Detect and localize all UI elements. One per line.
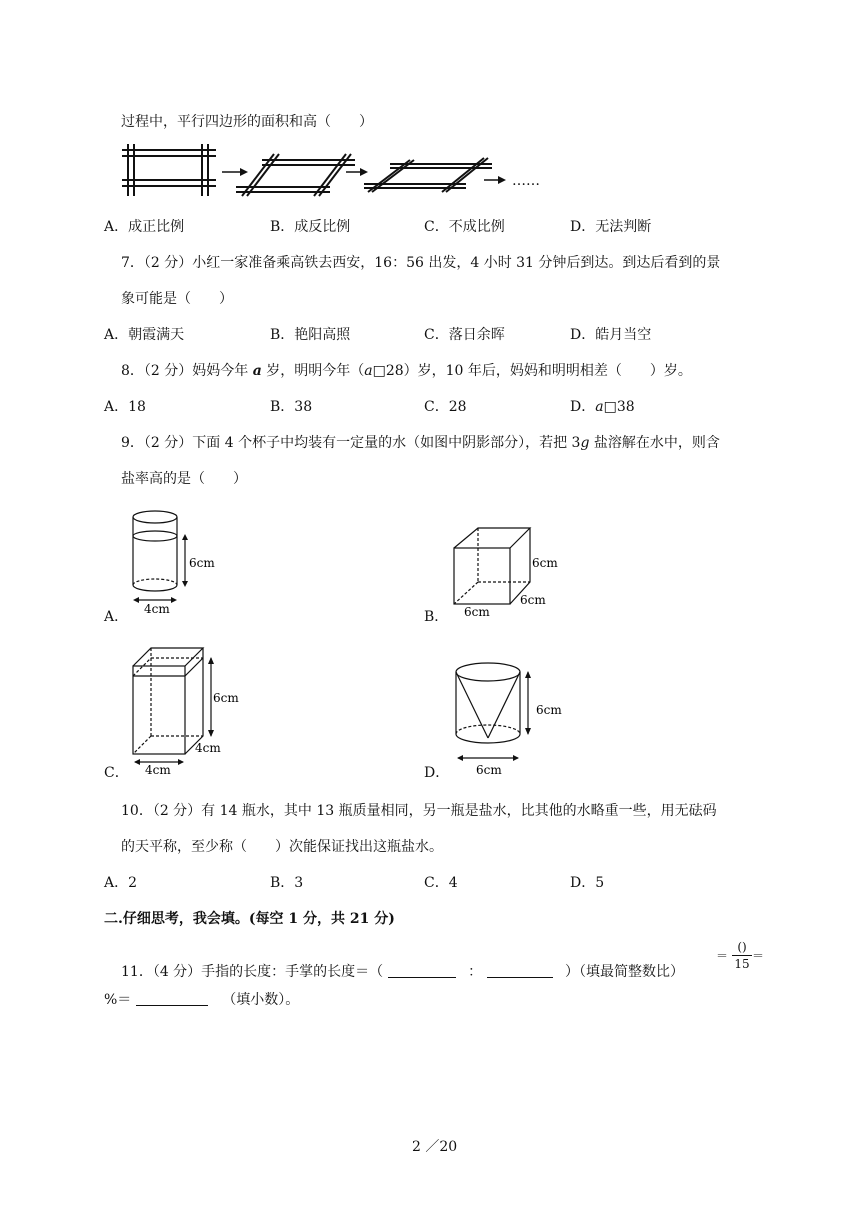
q9-line1 xyxy=(121,434,720,452)
parallelogram-frames-figure xyxy=(120,140,680,200)
q11-line2-a: %＝ xyxy=(104,992,132,1008)
fig-a-width-label: 4cm xyxy=(144,602,170,616)
q10-option-b[interactable]: B．3 xyxy=(270,875,304,891)
q6-option-a[interactable]: A．成正比例 xyxy=(104,219,185,235)
q8-var-a2: a xyxy=(364,363,373,379)
q10-option-c[interactable]: C．4 xyxy=(424,875,458,891)
q11-fraction-eq-right: ＝ xyxy=(752,949,765,963)
q11-fraction-eq-left: ＝ xyxy=(716,949,729,963)
q6-stem: 过程中，平行四边形的面积和高（ ） xyxy=(121,114,373,130)
q9-option-a-label[interactable]: A． xyxy=(104,609,129,625)
q9-option-d-label[interactable]: D． xyxy=(424,765,450,781)
fig-b-depth-label: 6cm xyxy=(520,593,546,607)
fig-c-height-label: 6cm xyxy=(213,691,239,705)
q11-blank-2[interactable] xyxy=(487,963,553,978)
q11-fraction-denominator: 15 xyxy=(734,957,750,971)
q6-option-d[interactable]: D．无法判断 xyxy=(570,219,652,235)
q11-fraction xyxy=(732,940,752,971)
fig-c-depth-label: 4cm xyxy=(195,741,221,755)
q10-option-d[interactable]: D．5 xyxy=(570,875,605,891)
q10-line1: 10．（2 分）有 14 瓶水，其中 13 瓶质量相同，另一瓶是盐水，比其他的水略重一些，用无砝码 xyxy=(121,803,717,819)
q7-line1: 7．（2 分）小红一家准备乘高铁去西安，16：56 出发，4 小时 31 分钟后到达。到达后看到的景 xyxy=(121,255,721,271)
q7-option-b[interactable]: B．艳阳高照 xyxy=(270,327,351,343)
q8-option-c[interactable]: C．28 xyxy=(424,399,467,415)
q9-option-b-label[interactable]: B． xyxy=(424,609,449,625)
cylinder-cone-d-figure xyxy=(450,658,590,778)
q8-mid2: □28）岁，10 年后，妈妈和明明相差（ ）岁。 xyxy=(372,363,692,379)
q11-blank-1[interactable] xyxy=(388,963,456,978)
q11-line2-b: （填小数）。 xyxy=(222,992,300,1008)
q6-ellipsis: …… xyxy=(512,173,540,189)
q9-line2: 盐率高的是（ ） xyxy=(121,471,247,487)
fig-b-width-label: 6cm xyxy=(464,605,490,619)
q7-option-a[interactable]: A．朝霞满天 xyxy=(104,327,185,343)
q11-part1: 11．（4 分）手指的长度：手掌的长度＝（ xyxy=(121,964,384,980)
q8-option-d[interactable] xyxy=(570,398,635,416)
q8-stem xyxy=(121,362,692,380)
q7-option-c[interactable]: C．落日余晖 xyxy=(424,327,505,343)
fig-d-width-label: 6cm xyxy=(476,763,502,777)
q11-part2: ）（填最简整数比） xyxy=(564,964,684,980)
q11-fraction-numerator[interactable]: () xyxy=(737,940,747,954)
q11-line1 xyxy=(121,963,684,981)
q8-prefix: 8．（2 分）妈妈今年 xyxy=(121,363,253,379)
cube-b-figure xyxy=(450,520,590,620)
q11-colon: ： xyxy=(468,964,483,980)
q9-line1-b: 盐溶解在水中，则含 xyxy=(589,435,720,451)
q9-option-c-label[interactable]: C． xyxy=(104,765,129,781)
q7-option-d[interactable]: D．皓月当空 xyxy=(570,327,652,343)
q8-option-a[interactable]: A．18 xyxy=(104,399,146,415)
fig-d-height-label: 6cm xyxy=(536,703,562,717)
q8-option-d-prefix: D． xyxy=(570,399,596,415)
q9-unit-g: g xyxy=(580,435,590,451)
q8-mid: 岁，明明今年（ xyxy=(261,363,365,379)
section-2-heading: 二.仔细思考，我会填。(每空 1 分，共 21 分) xyxy=(104,911,395,927)
q7-line2: 象可能是（ ） xyxy=(121,291,233,307)
fig-a-height-label: 6cm xyxy=(189,556,215,570)
q11-blank-3[interactable] xyxy=(136,991,208,1006)
q10-line2: 的天平称，至少称（ ）次能保证找出这瓶盐水。 xyxy=(121,839,443,855)
q11-line2 xyxy=(104,991,299,1009)
cylinder-a-figure xyxy=(125,505,255,615)
q8-option-d-suffix: □38 xyxy=(603,399,635,415)
q8-option-d-var: a xyxy=(595,399,604,415)
q9-line1-a: 9．（2 分）下面 4 个杯子中均装有一定量的水（如图中阴影部分），若把 3 xyxy=(121,435,581,451)
q8-var-a: a xyxy=(252,363,262,379)
q11-fraction-bar xyxy=(732,955,752,956)
fig-b-height-label: 6cm xyxy=(532,556,558,570)
q6-option-c[interactable]: C．不成比例 xyxy=(424,219,505,235)
cuboid-c-figure xyxy=(125,644,265,777)
q8-option-b[interactable]: B．38 xyxy=(270,399,313,415)
page-number: 2 ／20 xyxy=(412,1139,458,1155)
q10-option-a[interactable]: A．2 xyxy=(104,875,138,891)
q6-option-b[interactable]: B．成反比例 xyxy=(270,219,351,235)
fig-c-width-label: 4cm xyxy=(145,763,171,777)
